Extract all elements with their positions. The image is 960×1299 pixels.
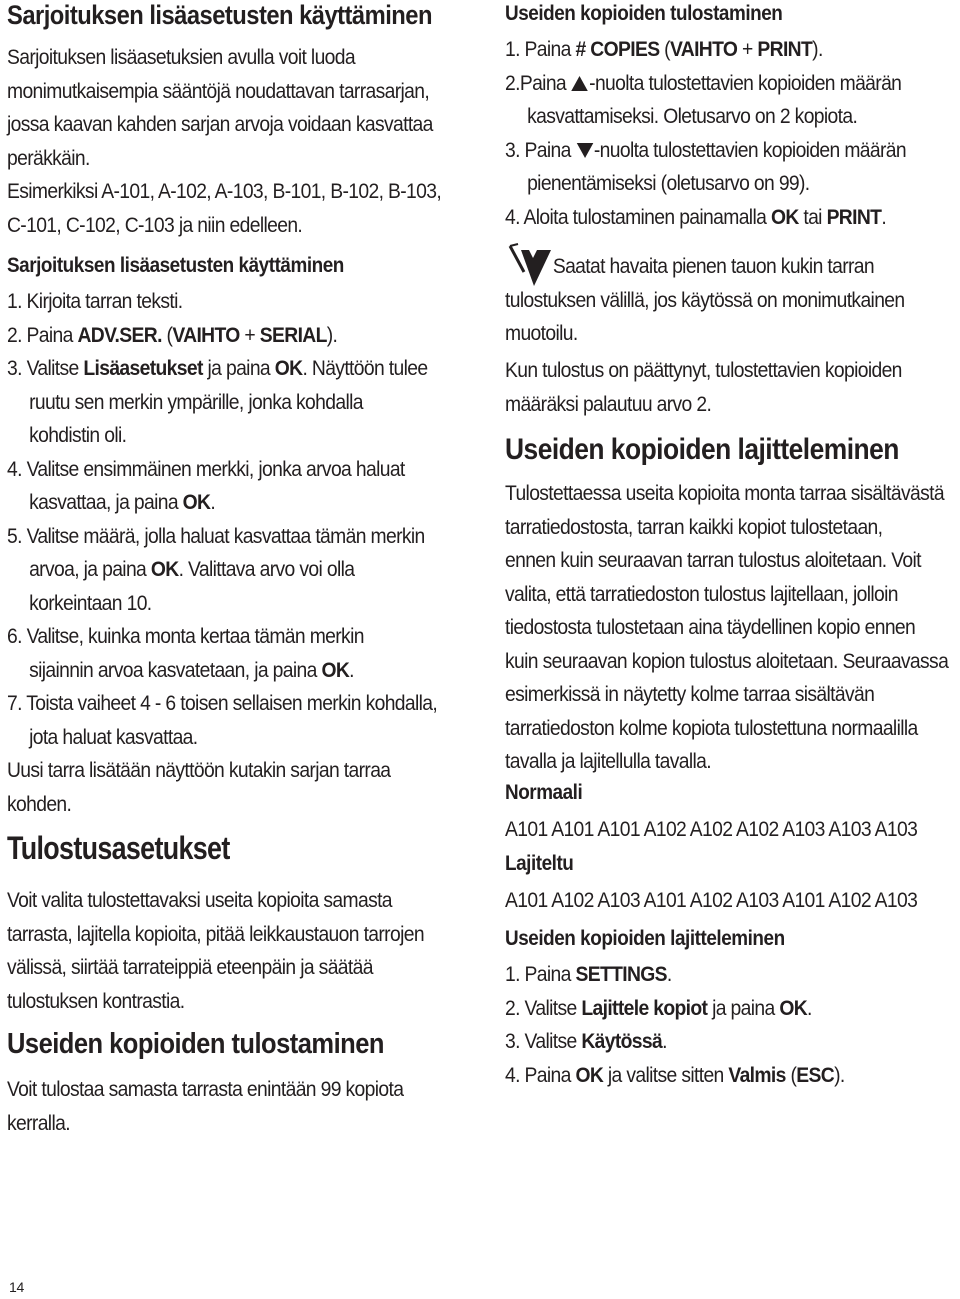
page-number: 14	[9, 1279, 24, 1295]
note-line-1: Saatat havaita pienen tauon kukin tarran	[552, 255, 875, 278]
step-1: 1. Kirjoita tarran teksti.	[7, 290, 183, 313]
step-7-line-2: jota haluat kasvattaa.	[29, 725, 198, 749]
step-5-line-2: arvoa, ja paina OK. Valittava arvo voi olla	[29, 558, 355, 581]
copies-step-1: 1. Paina # COPIES (VAIHTO + PRINT).	[505, 38, 823, 61]
paragraph-line: määräksi palautuu arvo 2.	[505, 392, 712, 416]
note-block	[505, 250, 960, 351]
outro-line-2: kohden.	[7, 792, 72, 816]
paragraph-line: valita, että tarratiedoston tulostus lajitellaan, jolloin	[505, 582, 898, 606]
subtitle-advanced-serial: Sarjoituksen lisäasetusten käyttäminen	[7, 254, 344, 277]
step-6: 6. Valitse, kuinka monta kertaa tämän merkin	[7, 625, 364, 648]
subtitle-collate-copies: Useiden kopioiden lajitteleminen	[505, 927, 785, 950]
subtitle-multiple-copies: Useiden kopioiden tulostaminen	[505, 2, 783, 25]
paragraph-line: kerralla.	[7, 1111, 70, 1135]
paragraph-line: tavalla ja lajitellulla tavalla.	[505, 750, 711, 773]
collate-step-2: 2. Valitse Lajittele kopiot ja paina OK.	[505, 996, 812, 1020]
paragraph-line: Tulostettaessa useita kopioita monta tarraa sisältävästä	[505, 482, 944, 505]
step-7: 7. Toista vaiheet 4 - 6 toisen sellaisen merkin kohdalla,	[7, 692, 438, 715]
collate-paragraph	[505, 477, 960, 779]
copies-step-2: 2.Paina -nuolta tulostettavien kopioiden määrän	[505, 71, 902, 95]
paragraph-line: tulostuksen kontrastia.	[7, 989, 185, 1013]
intro-paragraph	[7, 41, 517, 242]
copies-step-3-line-2: pienentämiseksi (oletusarvo on 99).	[527, 172, 810, 195]
multiple-copies-paragraph	[7, 1073, 517, 1140]
step-2: 2. Paina ADV.SER. (VAIHTO + SERIAL).	[7, 323, 338, 347]
normal-label: Normaali	[505, 781, 583, 804]
intro-line: Esimerkiksi A-101, A-102, A-103, B-101, B-102, B-103,	[7, 180, 442, 203]
step-5: 5. Valitse määrä, jolla haluat kasvattaa tämän merkin	[7, 524, 425, 548]
intro-line: peräkkäin.	[7, 146, 90, 170]
section-title-multiple-copies: Useiden kopioiden tulostaminen	[7, 1028, 384, 1060]
intro-line: C-101, C-102, C-103 ja niin edelleen.	[7, 213, 303, 237]
after-print-paragraph	[505, 354, 960, 421]
triangle-up-icon	[572, 76, 589, 91]
print-options-paragraph	[7, 884, 517, 1018]
note-line-3: muotoilu.	[505, 322, 578, 345]
collate-step-3: 3. Valitse Käytössä.	[505, 1030, 667, 1053]
steps-list	[7, 285, 541, 821]
collate-step-4: 4. Paina OK ja valitse sitten Valmis (ESC).	[505, 1063, 845, 1087]
copies-step-4: 4. Aloita tulostaminen painamalla OK tai PRINT.	[505, 205, 887, 229]
paragraph-line: Voit tulostaa samasta tarrasta enintään 99 kopiota	[7, 1078, 404, 1101]
paragraph-line: Voit valita tulostettavaksi useita kopioita samasta	[7, 889, 392, 912]
step-3-line-3: kohdistin oli.	[29, 424, 127, 447]
note-line-2: tulostuksen välillä, jos käytössä on monimutkainen	[505, 288, 905, 312]
copies-step-2-line-2: kasvattamiseksi. Oletusarvo on 2 kopiota.	[527, 105, 858, 128]
section-title-print-options: Tulostusasetukset	[7, 830, 230, 866]
paragraph-line: ennen kuin seuraavan tarran tulostus aloitetaan. Voit	[505, 549, 921, 572]
step-3-line-2: ruutu sen merkin ympärille, jonka kohdalla	[29, 390, 363, 414]
paragraph-line: kuin seuraavan kopion tulostus aloitetaan. Seuraavassa	[505, 649, 949, 673]
paragraph-line: Kun tulostus on päättynyt, tulostettavien kopioiden	[505, 359, 902, 382]
section-title-advanced-serial: Sarjoituksen lisäasetusten käyttäminen	[7, 0, 432, 30]
sorted-sequence: A101 A102 A103 A101 A102 A103 A101 A102 A103	[505, 889, 918, 912]
paragraph-line: tarrasta, lajitella kopioita, pitää leikkaustauon tarrojen	[7, 922, 424, 946]
paragraph-line: esimerkissä in näytetty kolme tarraa sisältävän	[505, 683, 875, 706]
outro-line-1: Uusi tarra lisätään näyttöön kutakin sarjan tarraa	[7, 759, 391, 782]
normal-sequence: A101 A101 A101 A102 A102 A102 A103 A103 A103	[505, 818, 918, 841]
collate-steps	[505, 958, 960, 1092]
copies-steps	[505, 33, 960, 234]
step-6-line-2: sijainnin arvoa kasvatetaan, ja paina OK.	[29, 658, 354, 682]
paragraph-line: tarratiedostosta, tarran kaikki kopiot tulostetaan,	[505, 515, 883, 539]
paragraph-line: tiedostosta tulostetaan aina täydellinen kopio ennen	[505, 616, 916, 639]
collate-step-1: 1. Paina SETTINGS.	[505, 963, 672, 986]
paragraph-line: välissä, siirtää tarrateippiä eteenpäin ja säätää	[7, 956, 373, 979]
sorted-label: Lajiteltu	[505, 852, 574, 875]
intro-line: Sarjoituksen lisäasetuksien avulla voit luoda	[7, 46, 355, 69]
step-4: 4. Valitse ensimmäinen merkki, jonka arvoa haluat	[7, 457, 405, 481]
paragraph-line: tarratiedoston kolme kopiota tulostettuna normaalilla	[505, 716, 918, 740]
step-4-line-2: kasvattaa, ja paina OK.	[29, 491, 216, 514]
copies-step-3: 3. Paina -nuolta tulostettavien kopioiden määrän	[505, 138, 907, 162]
step-3: 3. Valitse Lisäasetukset ja paina OK. Näyttöön tulee	[7, 357, 428, 380]
intro-line: monimutkaisempia sääntöjä noudattavan tarrasarjan,	[7, 79, 430, 103]
intro-line: jossa kaavan kahden sarjan arvoja voidaan kasvattaa	[7, 113, 433, 136]
triangle-down-icon	[576, 143, 593, 158]
step-5-line-3: korkeintaan 10.	[29, 591, 152, 615]
section-title-collate-copies: Useiden kopioiden lajitteleminen	[505, 433, 899, 466]
